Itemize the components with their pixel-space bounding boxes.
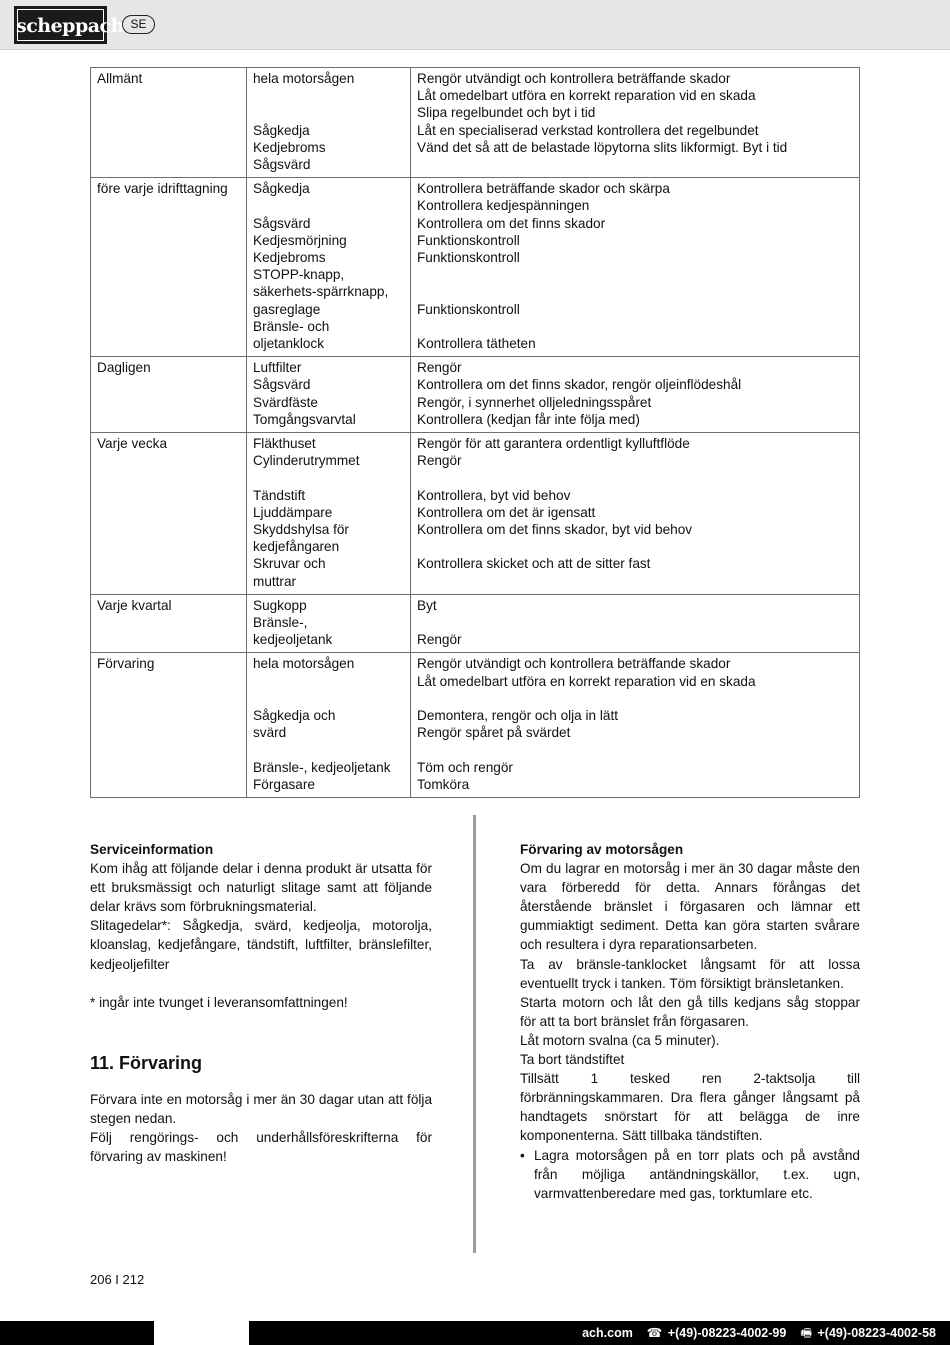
cell-line (417, 538, 853, 555)
cell-line (253, 673, 404, 690)
cell-line: Kedjebroms (253, 139, 326, 155)
cell-line: Kontrollera skicket och att de sitter fast (417, 556, 651, 572)
storage-instruction-text: Följ rengörings- och underhållsföreskrifterna för förvaring av maskinen! (90, 1130, 432, 1165)
cell-line: Sågkedja och (253, 708, 336, 724)
cell-line: Förgasare (253, 776, 315, 792)
cell-line: Rengör utvändigt och kontrollera beträffande skador (417, 71, 731, 86)
cell-line: kedjeoljetank (253, 632, 333, 648)
storage-paragraph-5: Ta bort tändstiftet (520, 1052, 625, 1068)
cell-line: Sågkedja (253, 122, 310, 138)
cell-line: hela motorsågen (253, 71, 355, 86)
actions-cell (411, 68, 860, 178)
cell-line: Rengör (417, 453, 462, 469)
actions-cell (411, 433, 860, 595)
cell-line: Rengör för att garantera ordentligt kylluftflöde (417, 436, 690, 452)
parts-cell (247, 357, 411, 433)
phone-icon: ☎ (646, 1326, 663, 1340)
cell-line: Cylinderutrymmet (253, 453, 360, 469)
cell-line (253, 690, 404, 707)
cell-line: Rengör spåret på svärdet (417, 725, 571, 741)
page-header (0, 0, 950, 50)
table-row (91, 594, 860, 653)
footer-phone: +(49)-08223-4002-99 (667, 1326, 787, 1340)
parts-cell (247, 594, 411, 653)
cell-line: Kontrollera om det finns skador, rengör oljeinflödeshål (417, 377, 742, 393)
cell-line: hela motorsågen (253, 656, 355, 672)
cell-line: svärd (253, 725, 287, 741)
footer-fax: +(49)-08223-4002-58 (817, 1326, 936, 1340)
cell-line: Funktionskontroll (417, 250, 520, 265)
cell-line: Skyddshylsa för (253, 522, 349, 538)
storage-intro-text: Förvara inte en motorsåg i mer än 30 dagar utan att följa stegen nedan. (90, 1091, 432, 1126)
storage-paragraph-2: Ta av bränsle-tanklocket långsamt för att lossa eventuellt tryck i tanken. Töm försiktigt bränsletanken. (520, 956, 860, 991)
period-cell (91, 178, 247, 357)
cell-line: Kontrollera om det är igensatt (417, 504, 596, 520)
cell-line: före varje idrifttagning (97, 181, 228, 197)
period-cell (91, 594, 247, 653)
storage-heading: Förvaring av motorsågen (520, 842, 684, 857)
maintenance-table (90, 67, 860, 798)
cell-line (253, 87, 404, 104)
fax-icon: 🖷 (800, 1326, 813, 1340)
cell-line: Kontrollera (kedjan får inte följa med) (417, 411, 640, 427)
actions-cell (411, 594, 860, 653)
cell-line: Töm och rengör (417, 759, 513, 775)
cell-line (253, 197, 404, 214)
table-row (91, 68, 860, 178)
cell-line: Varje vecka (97, 436, 168, 452)
cell-line: Kedjesmörjning (253, 232, 347, 248)
actions-cell (411, 653, 860, 798)
cell-line: Låt en specialiserad verkstad kontrollera det regelbundet (417, 122, 759, 138)
cell-line: säkerhets-spärrknapp, (253, 284, 389, 300)
scheppach-logo: scheppach (14, 6, 107, 44)
cell-line: Svärdfäste (253, 394, 318, 410)
cell-line (417, 741, 853, 758)
footnote-text: * ingår inte tvunget i leveransomfattningen! (90, 994, 348, 1010)
parts-cell (247, 653, 411, 798)
cell-line (253, 469, 404, 486)
cell-line: Sågkedja (253, 181, 310, 197)
cell-line: Sågsvärd (253, 156, 311, 172)
cell-line (417, 614, 853, 631)
cell-line: Bränsle- och (253, 318, 330, 334)
parts-cell (247, 178, 411, 357)
cell-line: Varje kvartal (97, 597, 172, 613)
cell-line (417, 283, 853, 300)
cell-line: Kontrollera kedjespänningen (417, 198, 590, 214)
storage-paragraph-3: Starta motorn och låt den gå tills kedjans såg stoppar för att ta bort bränslet från förgasaren. (520, 994, 860, 1029)
cell-line: Kontrollera om det finns skador (417, 215, 606, 231)
period-cell (91, 433, 247, 595)
cell-line: Funktionskontroll (417, 232, 520, 248)
table-row (91, 653, 860, 798)
cell-line: Rengör utvändigt och kontrollera beträffande skador (417, 656, 731, 672)
storage-paragraph-6: Tillsätt 1 tesked ren 2-taktsolja till förbränningskammaren. Dra flera gånger långsamt på handtagets snörstart för att belägga de inre komponenterna. Sätt tillbaka tändstiften. (520, 1071, 860, 1144)
cell-line: gasreglage (253, 301, 321, 317)
cell-line: Kontrollera tätheten (417, 335, 536, 351)
cell-line: Tomgångsvarvtal (253, 411, 356, 427)
cell-line: Rengör (417, 632, 462, 648)
cell-line: Kontrollera om det finns skador, byt vid behov (417, 522, 693, 538)
period-cell (91, 653, 247, 798)
cell-line: Vänd det så att de belastade löpytorna slits likformigt. Byt i tid (417, 139, 788, 155)
storage-paragraph-4: Låt motorn svalna (ca 5 minuter). (520, 1032, 720, 1048)
cell-line: Skruvar och (253, 556, 326, 572)
cell-line: Sugkopp (253, 597, 307, 613)
cell-line (253, 741, 404, 758)
storage-paragraph-1: Om du lagrar en motorsåg i mer än 30 dagar måste den vara förberedd för detta. Annars förångas det återstående bränslet i förgasaren och lämnar ett gummiaktigt sediment. Detta kan göra starten svårare och resultera i dyra reparationsarbeten. (520, 861, 860, 953)
cell-line: Kedjebroms (253, 249, 326, 265)
cell-line (417, 690, 853, 707)
cell-line: Bränsle-, (253, 615, 308, 631)
cell-line: Funktionskontroll (417, 301, 520, 317)
cell-line: Låt omedelbart utföra en korrekt reparation vid en skada (417, 88, 756, 104)
parts-cell (247, 68, 411, 178)
cell-line: Låt omedelbart utföra en korrekt reparation vid en skada (417, 673, 756, 689)
table-row (91, 357, 860, 433)
cell-line: Sågsvärd (253, 377, 311, 393)
parts-cell (247, 433, 411, 595)
cell-line: Allmänt (97, 71, 143, 86)
actions-cell (411, 357, 860, 433)
table-row (91, 433, 860, 595)
cell-line: kedjefångaren (253, 539, 340, 555)
page-footer (0, 1321, 950, 1345)
footer-web: ach.com (582, 1326, 633, 1340)
cell-line (417, 469, 853, 486)
cell-line: Dagligen (97, 360, 151, 376)
right-column (520, 840, 860, 1203)
cell-line: Förvaring (97, 656, 155, 672)
cell-line: Demontera, rengör och olja in lätt (417, 708, 618, 724)
actions-cell (411, 178, 860, 357)
cell-line: Sågsvärd (253, 215, 311, 231)
cell-line: muttrar (253, 573, 297, 589)
cell-line: STOPP-knapp, (253, 267, 345, 283)
cell-line: Byt (417, 597, 437, 613)
table-row (91, 178, 860, 357)
cell-line: Fläkthuset (253, 436, 316, 452)
cell-line: oljetanklock (253, 336, 325, 351)
wear-parts-text: Slitagedelar*: Sågkedja, svärd, kedjeolja, motorolja, kloanslag, kedjefångare, tändstift, luftfilter, bränslefilter, kedjeoljefilter (90, 918, 432, 972)
language-badge: SE (122, 15, 155, 34)
cell-line: Rengör (417, 360, 462, 376)
section-title: 11. Förvaring (90, 1052, 203, 1073)
service-text: Kom ihåg att följande delar i denna produkt är utsatta för ett bruksmässigt och naturligt slitage samt att följande delar krävs som förbrukningsmaterial. (90, 861, 432, 915)
cell-line (417, 266, 853, 283)
service-heading: Serviceinformation (90, 842, 214, 857)
period-cell (91, 68, 247, 178)
cell-line: Tomköra (417, 776, 470, 792)
cell-line: Kontrollera, byt vid behov (417, 487, 571, 503)
cell-line: Ljuddämpare (253, 504, 333, 520)
cell-line: Luftfilter (253, 360, 302, 376)
period-cell (91, 357, 247, 433)
left-column (90, 840, 432, 1166)
page-number: 206 I 212 (90, 1272, 145, 1287)
cell-line: Kontrollera beträffande skador och skärpa (417, 181, 670, 197)
cell-line (417, 318, 853, 335)
cell-line (253, 104, 404, 121)
cell-line: Bränsle-, kedjeoljetank (253, 759, 391, 775)
column-divider (473, 815, 476, 1253)
cell-line: Rengör, i synnerhet olljeledningsspåret (417, 394, 652, 410)
storage-bullet: • Lagra motorsågen på en torr plats och på avstånd från möjliga antändningskällor, t.ex. ugn, varmvattenberedare med gas, torktumlare etc. (520, 1146, 860, 1203)
cell-line: Slipa regelbundet och byt i tid (417, 105, 596, 121)
cell-line: Tändstift (253, 487, 306, 503)
